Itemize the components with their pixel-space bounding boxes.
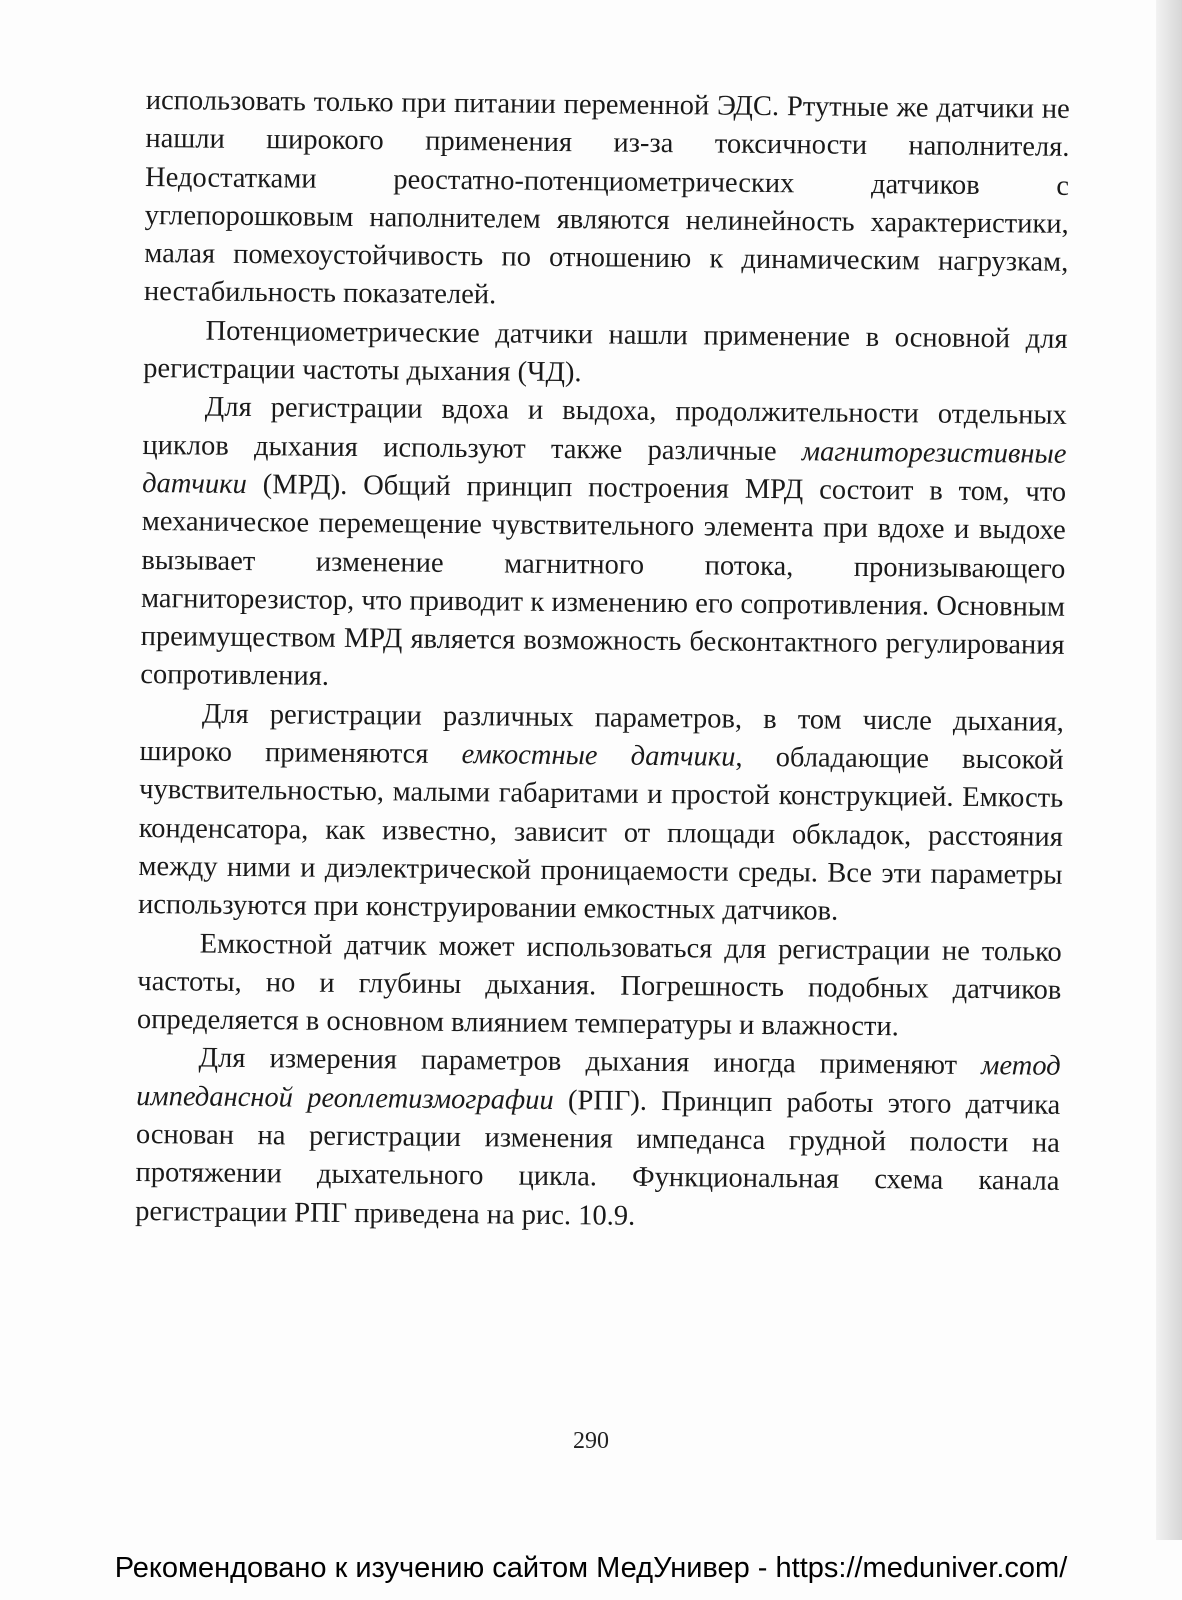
- term-impedance-rheoplethysmography: метод импедансной реоплетизмографии: [136, 1050, 1061, 1116]
- body-text: [135, 82, 1070, 1240]
- paragraph-4-text-b: , обладающие высокой чувствительностью, малыми габаритами и простой конструкцией. Емкость конденсатора, как известно, зависит от площади обкладок, расстояния между ними и диэлектрической проницаемости среды. Все эти параметры используются при конструировании емкостных датчиков.: [137, 741, 1064, 927]
- paragraph-6-text-a: Для измерения параметров дыхания иногда применяют: [198, 1042, 982, 1082]
- term-capacitive-sensors: емкостные датчики: [461, 739, 736, 773]
- paragraph-1-text: использовать только при питании переменной ЭДС. Ртутные же датчики не нашли широкого применения из-за токсичности наполнителя. Недостатками реостатно-потенциометрических датчиков с углепорошковым наполнителем являются нелинейность характеристики, малая помехоустойчивость по отношению к динамическим нагрузкам, нестабильность показателей.: [143, 84, 1070, 311]
- paragraph-3: [140, 388, 1067, 703]
- footer-recommendation: Рекомендовано к изучению сайтом МедУнивер - https://meduniver.com/: [114, 1552, 1068, 1584]
- term-magnetoresistive-sensors: магниторезистивные датчики: [141, 435, 1067, 500]
- paragraph-6-text-b: (РПГ). Принцип работы этого датчика основан на регистрации изменения импеданса грудной полости на протяжении дыхательного цикла. Функциональная схема канала регистрации РПГ приведена на рис. 10.9.: [135, 1084, 1061, 1232]
- paragraph-5-text: Емкостной датчик может использоваться для регистрации не только частоты, но и глубины дыхания. Погрешность подобных датчиков определяется в основном влиянием температуры и влажности.: [136, 928, 1062, 1043]
- page-number: 290: [573, 1428, 609, 1454]
- paragraph-4-text-a: Для регистрации различных параметров, в том числе дыхания, широко применяются: [139, 698, 1065, 771]
- paragraph-4: [138, 695, 1064, 934]
- paragraph-3-text-a: Для регистрации вдоха и выдоха, продолжительности отдельных циклов дыхания используют также различные: [142, 391, 1067, 467]
- paragraph-2-text: Потенциометрические датчики нашли применение в основной для регистрации частоты дыхания (ЧД).: [143, 315, 1068, 389]
- page-edge-shadow: [1156, 0, 1182, 1540]
- paragraph-6: [135, 1039, 1061, 1239]
- paragraph-2: [143, 312, 1068, 397]
- paragraph-3-text-b: (МРД). Общий принцип построения МРД состоит в том, что механическое перемещение чувствительного элемента при вдохе и выдохе вызывает изменение магнитного потока, пронизывающего магниторезистор, что приводит к изменению его сопротивления. Основным преимуществом МРД является возможность бесконтактного регулирования сопротивления.: [140, 468, 1067, 693]
- paragraph-5: [137, 924, 1062, 1048]
- paragraph-1: [144, 82, 1070, 321]
